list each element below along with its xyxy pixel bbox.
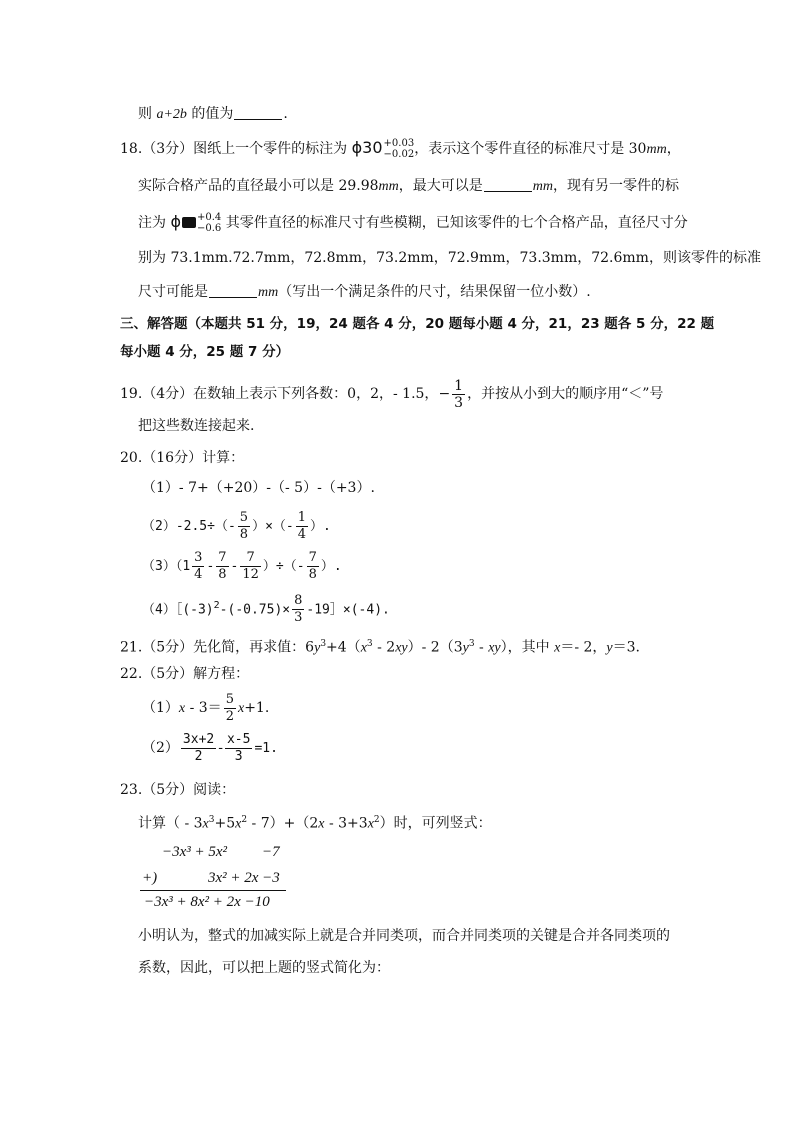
unit: mm — [532, 179, 553, 194]
numerator: 7 — [240, 550, 261, 567]
tol-up: +0.4 — [197, 212, 222, 223]
vertical-row-2: 3x² + 2x −3 — [208, 870, 280, 886]
var: xy — [395, 640, 408, 656]
var: y — [314, 640, 321, 656]
answer-blank-std[interactable] — [209, 283, 257, 298]
q18-line-2 — [138, 176, 679, 197]
text: （3）（1 — [142, 559, 191, 574]
unit: mm — [258, 285, 279, 300]
denominator: 4 — [194, 566, 203, 582]
text: - 7）+（2 — [247, 815, 319, 832]
text: （4）［(-3) — [142, 602, 214, 618]
q22-title — [120, 664, 249, 684]
minus: - — [218, 740, 223, 756]
fraction — [307, 550, 319, 583]
numerator: 5 — [225, 691, 234, 707]
section-heading-line-1: 三、解答题（本题共 51 分，19，24 题各 4 分，20 题每小题 4 分，21，23 题各 5 分，22 题 — [120, 316, 715, 332]
text: （2）-2.5÷（- — [142, 519, 236, 534]
text: 20.（16分）计算： — [120, 450, 245, 466]
denominator: 3 — [454, 394, 464, 411]
tol-up: +0.03 — [383, 138, 415, 149]
var: xy — [488, 640, 501, 656]
q20-title — [120, 448, 244, 468]
text: -(-0.75)× — [219, 602, 291, 618]
minus: - — [206, 559, 215, 574]
q20-part-4 — [142, 588, 390, 629]
denominator: 2 — [225, 708, 234, 724]
text: - 2 — [372, 639, 396, 656]
text: ）- 2（3 — [407, 639, 463, 656]
text: ）时，可列竖式： — [379, 815, 492, 832]
tol-down: −0.02 — [383, 149, 415, 160]
blurred-value-icon — [182, 217, 196, 228]
answer-blank-max[interactable] — [484, 177, 532, 192]
unit: mm — [378, 179, 399, 194]
exponent: 2 — [241, 815, 248, 825]
text: - 3+3 — [324, 815, 368, 832]
tolerance — [197, 212, 221, 234]
q20-part-3 — [142, 548, 342, 585]
q22-part-2 — [142, 730, 278, 767]
q20-part-1 — [142, 478, 375, 498]
exponent: 3 — [366, 639, 373, 649]
minus: - — [230, 559, 239, 574]
q23-title — [120, 780, 235, 800]
text: 21.（5分）先化简，再求值：6 — [120, 639, 315, 656]
q23-para-2 — [138, 958, 390, 978]
text: 实际合格产品的直径最小可以是 29.98 — [138, 178, 379, 194]
text: 系数，因此，可以把上题的竖式简化为： — [138, 960, 390, 976]
exponent: 2 — [373, 815, 380, 825]
text: 的值为 — [186, 106, 234, 122]
section-heading — [120, 314, 714, 334]
q19-line-1 — [120, 376, 663, 412]
text: ）. — [320, 559, 342, 574]
denominator: 3 — [294, 610, 303, 626]
text: - 3＝ — [185, 700, 222, 716]
section-heading-2 — [120, 342, 289, 362]
exponent: 3 — [468, 639, 475, 649]
numerator: 3 — [194, 549, 203, 565]
q18-line-3 — [138, 212, 688, 234]
text: ，最大可以是 — [398, 178, 483, 194]
text: -19］×(-4). — [306, 602, 390, 618]
section-heading-line-2: 每小题 4 分，25 题 7 分） — [120, 344, 290, 360]
var: y — [462, 640, 469, 656]
var: x — [178, 701, 186, 716]
numerator: 5 — [239, 509, 249, 525]
denominator: 8 — [218, 566, 227, 582]
denominator: 8 — [239, 526, 249, 542]
q23-calc-line — [138, 810, 492, 835]
text: +5 — [214, 815, 236, 832]
exponent: 2 — [213, 600, 220, 611]
var: x — [318, 816, 325, 832]
fraction — [181, 732, 216, 765]
q18-line-5 — [138, 282, 591, 303]
fraction — [192, 550, 204, 583]
numerator: 3x+2 — [182, 731, 215, 747]
text: 则 — [138, 106, 157, 122]
answer-blank[interactable] — [234, 105, 282, 120]
q20-part-2 — [142, 508, 331, 545]
text: 小明认为，整式的加减实际上就是合并同类项，而合并同类项的关键是合并各同类项的 — [138, 928, 670, 944]
text: 其零件直径的标准尺寸有些模糊，已知该零件的七个合格产品，直径尺寸分 — [221, 215, 688, 231]
var: x — [235, 816, 242, 832]
text: . — [283, 106, 288, 122]
text: ＝3. — [612, 639, 640, 656]
text: 23.（5分）阅读： — [120, 782, 236, 798]
text: 别为 73.1mm.72.7mm，72.8mm，73.2mm，72.9mm，73.3mm，72.6mm，则该零件的标准 — [138, 250, 761, 266]
var: x — [202, 816, 209, 832]
q23-para-1 — [138, 926, 670, 946]
numerator: x-5 — [226, 731, 251, 747]
q21-line — [120, 634, 640, 659]
var: x — [554, 640, 561, 656]
q19-line-2 — [138, 416, 254, 436]
text: ，并按从小到大的顺序用“＜”号 — [467, 386, 664, 402]
unit: mm — [646, 142, 667, 157]
minus: − — [438, 386, 451, 402]
vertical-row-1-const: −7 — [262, 844, 280, 860]
numerator: 7 — [308, 549, 317, 565]
text: =1. — [254, 741, 278, 756]
denominator: 3 — [234, 748, 243, 764]
expr: a+2b — [156, 107, 187, 122]
denominator: 4 — [297, 526, 307, 542]
vertical-plus-sign: +) — [142, 870, 158, 886]
exponent: 3 — [320, 639, 327, 649]
var: x — [367, 816, 374, 832]
fraction — [224, 692, 236, 725]
text: 22.（5分）解方程： — [120, 666, 250, 682]
text: 把这些数连接起来. — [138, 418, 255, 434]
q18-line-4 — [138, 248, 761, 268]
text: ）×（- — [252, 519, 294, 534]
text: ，现有另一零件的标 — [553, 178, 679, 194]
q22-part-1 — [142, 690, 269, 727]
var: x — [237, 701, 245, 716]
text: 尺寸可能是 — [138, 284, 208, 300]
fraction — [240, 550, 261, 583]
tolerance — [384, 138, 415, 160]
denominator: 2 — [194, 748, 203, 764]
text: （写出一个满足条件的尺寸，结果保留一位小数）. — [278, 284, 591, 300]
fraction-one-third — [452, 378, 465, 411]
text: +1. — [244, 700, 270, 716]
numerator: 1 — [297, 509, 307, 525]
q18-line-1 — [120, 138, 681, 160]
text: （2） — [142, 740, 179, 756]
vertical-row-sum: −3x³ + 8x² + 2x −10 — [144, 894, 270, 910]
text: ）÷（- — [262, 559, 305, 574]
text: - — [474, 639, 489, 656]
answer-line-a2b — [138, 104, 288, 125]
var: y — [606, 640, 613, 656]
fraction — [216, 550, 228, 583]
numerator: 7 — [218, 549, 227, 565]
text: ）. — [310, 519, 331, 534]
text: 计算（ - 3 — [138, 815, 203, 832]
vertical-sum-rule — [140, 890, 286, 891]
q18-text: ，表示这个零件直径的标准尺寸是 30 — [414, 141, 647, 157]
denominator: 12 — [242, 566, 259, 582]
phi-30: ϕ30 — [351, 138, 383, 157]
fraction — [296, 510, 308, 543]
phi-symbol: ϕ — [170, 212, 182, 231]
text: 注为 — [138, 215, 171, 231]
text: 19.（4分）在数轴上表示下列各数：0，2，- 1.5， — [120, 386, 439, 402]
text: ），其中 — [500, 639, 555, 656]
text: ， — [666, 141, 681, 157]
numerator: 1 — [454, 377, 464, 394]
var: x — [360, 640, 367, 656]
text: （1） — [142, 700, 179, 716]
fraction — [292, 593, 304, 626]
vertical-row-1: −3x³ + 5x² — [162, 844, 228, 860]
text: （1）- 7+（+20）-（- 5）-（+3）. — [142, 480, 375, 496]
text: ＝- 2， — [560, 639, 607, 656]
tol-down: −0.6 — [197, 223, 222, 234]
text: +4（ — [326, 639, 361, 656]
denominator: 8 — [308, 566, 317, 582]
q18-text: 18.（3分）图纸上一个零件的标注为 — [120, 141, 352, 157]
fraction — [238, 510, 250, 543]
exponent: 3 — [208, 815, 215, 825]
numerator: 8 — [294, 593, 303, 609]
fraction — [225, 732, 252, 765]
